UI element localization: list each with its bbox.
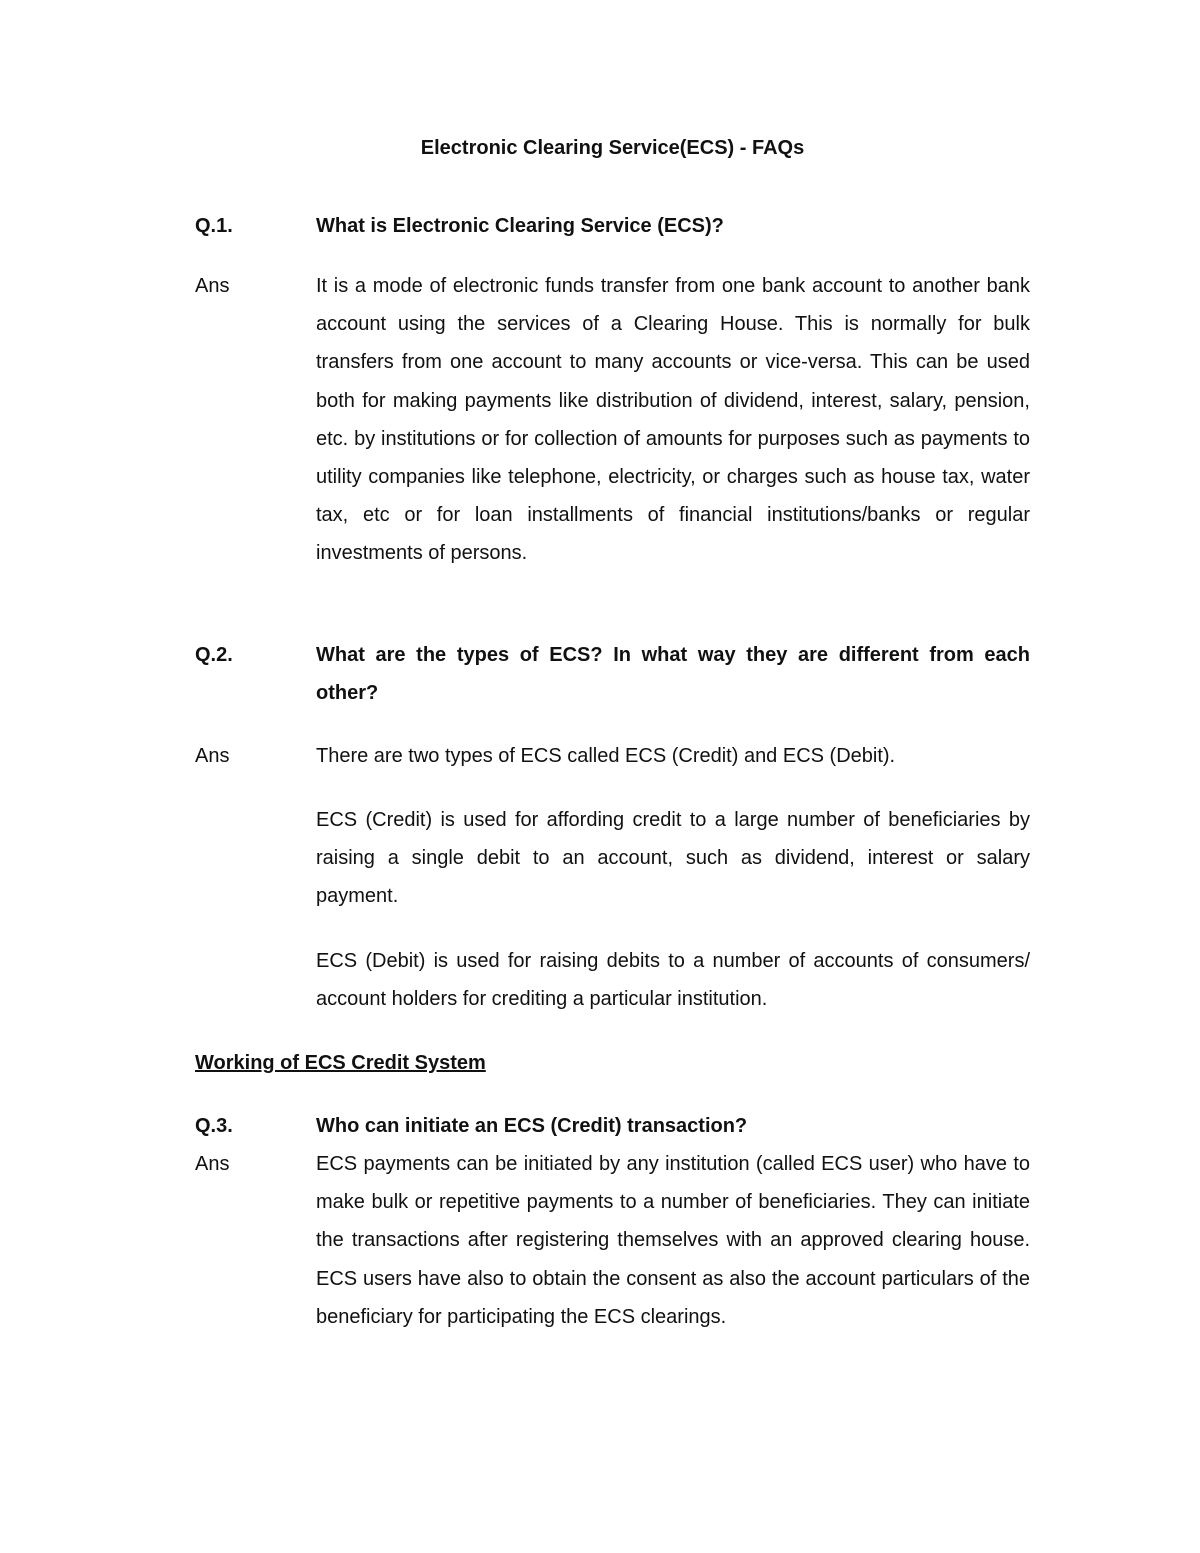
answer-text: There are two types of ECS called ECS (Credit) and ECS (Debit). <box>316 745 896 767</box>
answer-text: It is a mode of electronic funds transfer from one bank account to another bank account using the services of a Clearing House. This is normally for bulk transfers from one account to many accounts or vice-versa. This can be used both for making payments like distribution of dividend, interest, salary, pension, etc. by institutions or for collection of amounts for purposes such as payments to utility companies like telephone, electricity, or charges such as house tax, water tax, etc or for loan installments of financial institutions/banks or regular investments of persons. <box>316 275 1030 565</box>
answer-label: Ans <box>195 275 230 297</box>
answer-label: Ans <box>195 745 230 767</box>
question-label: Q.3. <box>195 1115 233 1137</box>
question-text: Who can initiate an ECS (Credit) transaction? <box>316 1115 748 1137</box>
answer-label: Ans <box>195 1153 230 1175</box>
answer-credit-paragraph: ECS (Credit) is used for affording credit to a large number of beneficiaries by raising a single debit to an account, such as dividend, interest or salary payment. <box>316 809 1030 908</box>
question-label: Q.1. <box>195 215 233 237</box>
question-label: Q.2. <box>195 644 233 666</box>
answer-debit-paragraph: ECS (Debit) is used for raising debits to a number of accounts of consumers/ account holders for crediting a particular institution. <box>316 950 1030 1011</box>
question-text: What are the types of ECS? In what way they are different from each other? <box>316 644 1030 705</box>
answer-text: ECS payments can be initiated by any institution (called ECS user) who have to make bulk or repetitive payments to a number of beneficiaries. They can initiate the transactions after registering themselves with an approved clearing house. ECS users have also to obtain the consent as also the account particulars of the beneficiary for participating the ECS clearings. <box>316 1153 1030 1328</box>
document-title: Electronic Clearing Service(ECS) - FAQs <box>420 137 805 159</box>
section-heading: Working of ECS Credit System <box>195 1052 486 1074</box>
question-text: What is Electronic Clearing Service (ECS)? <box>316 215 724 237</box>
